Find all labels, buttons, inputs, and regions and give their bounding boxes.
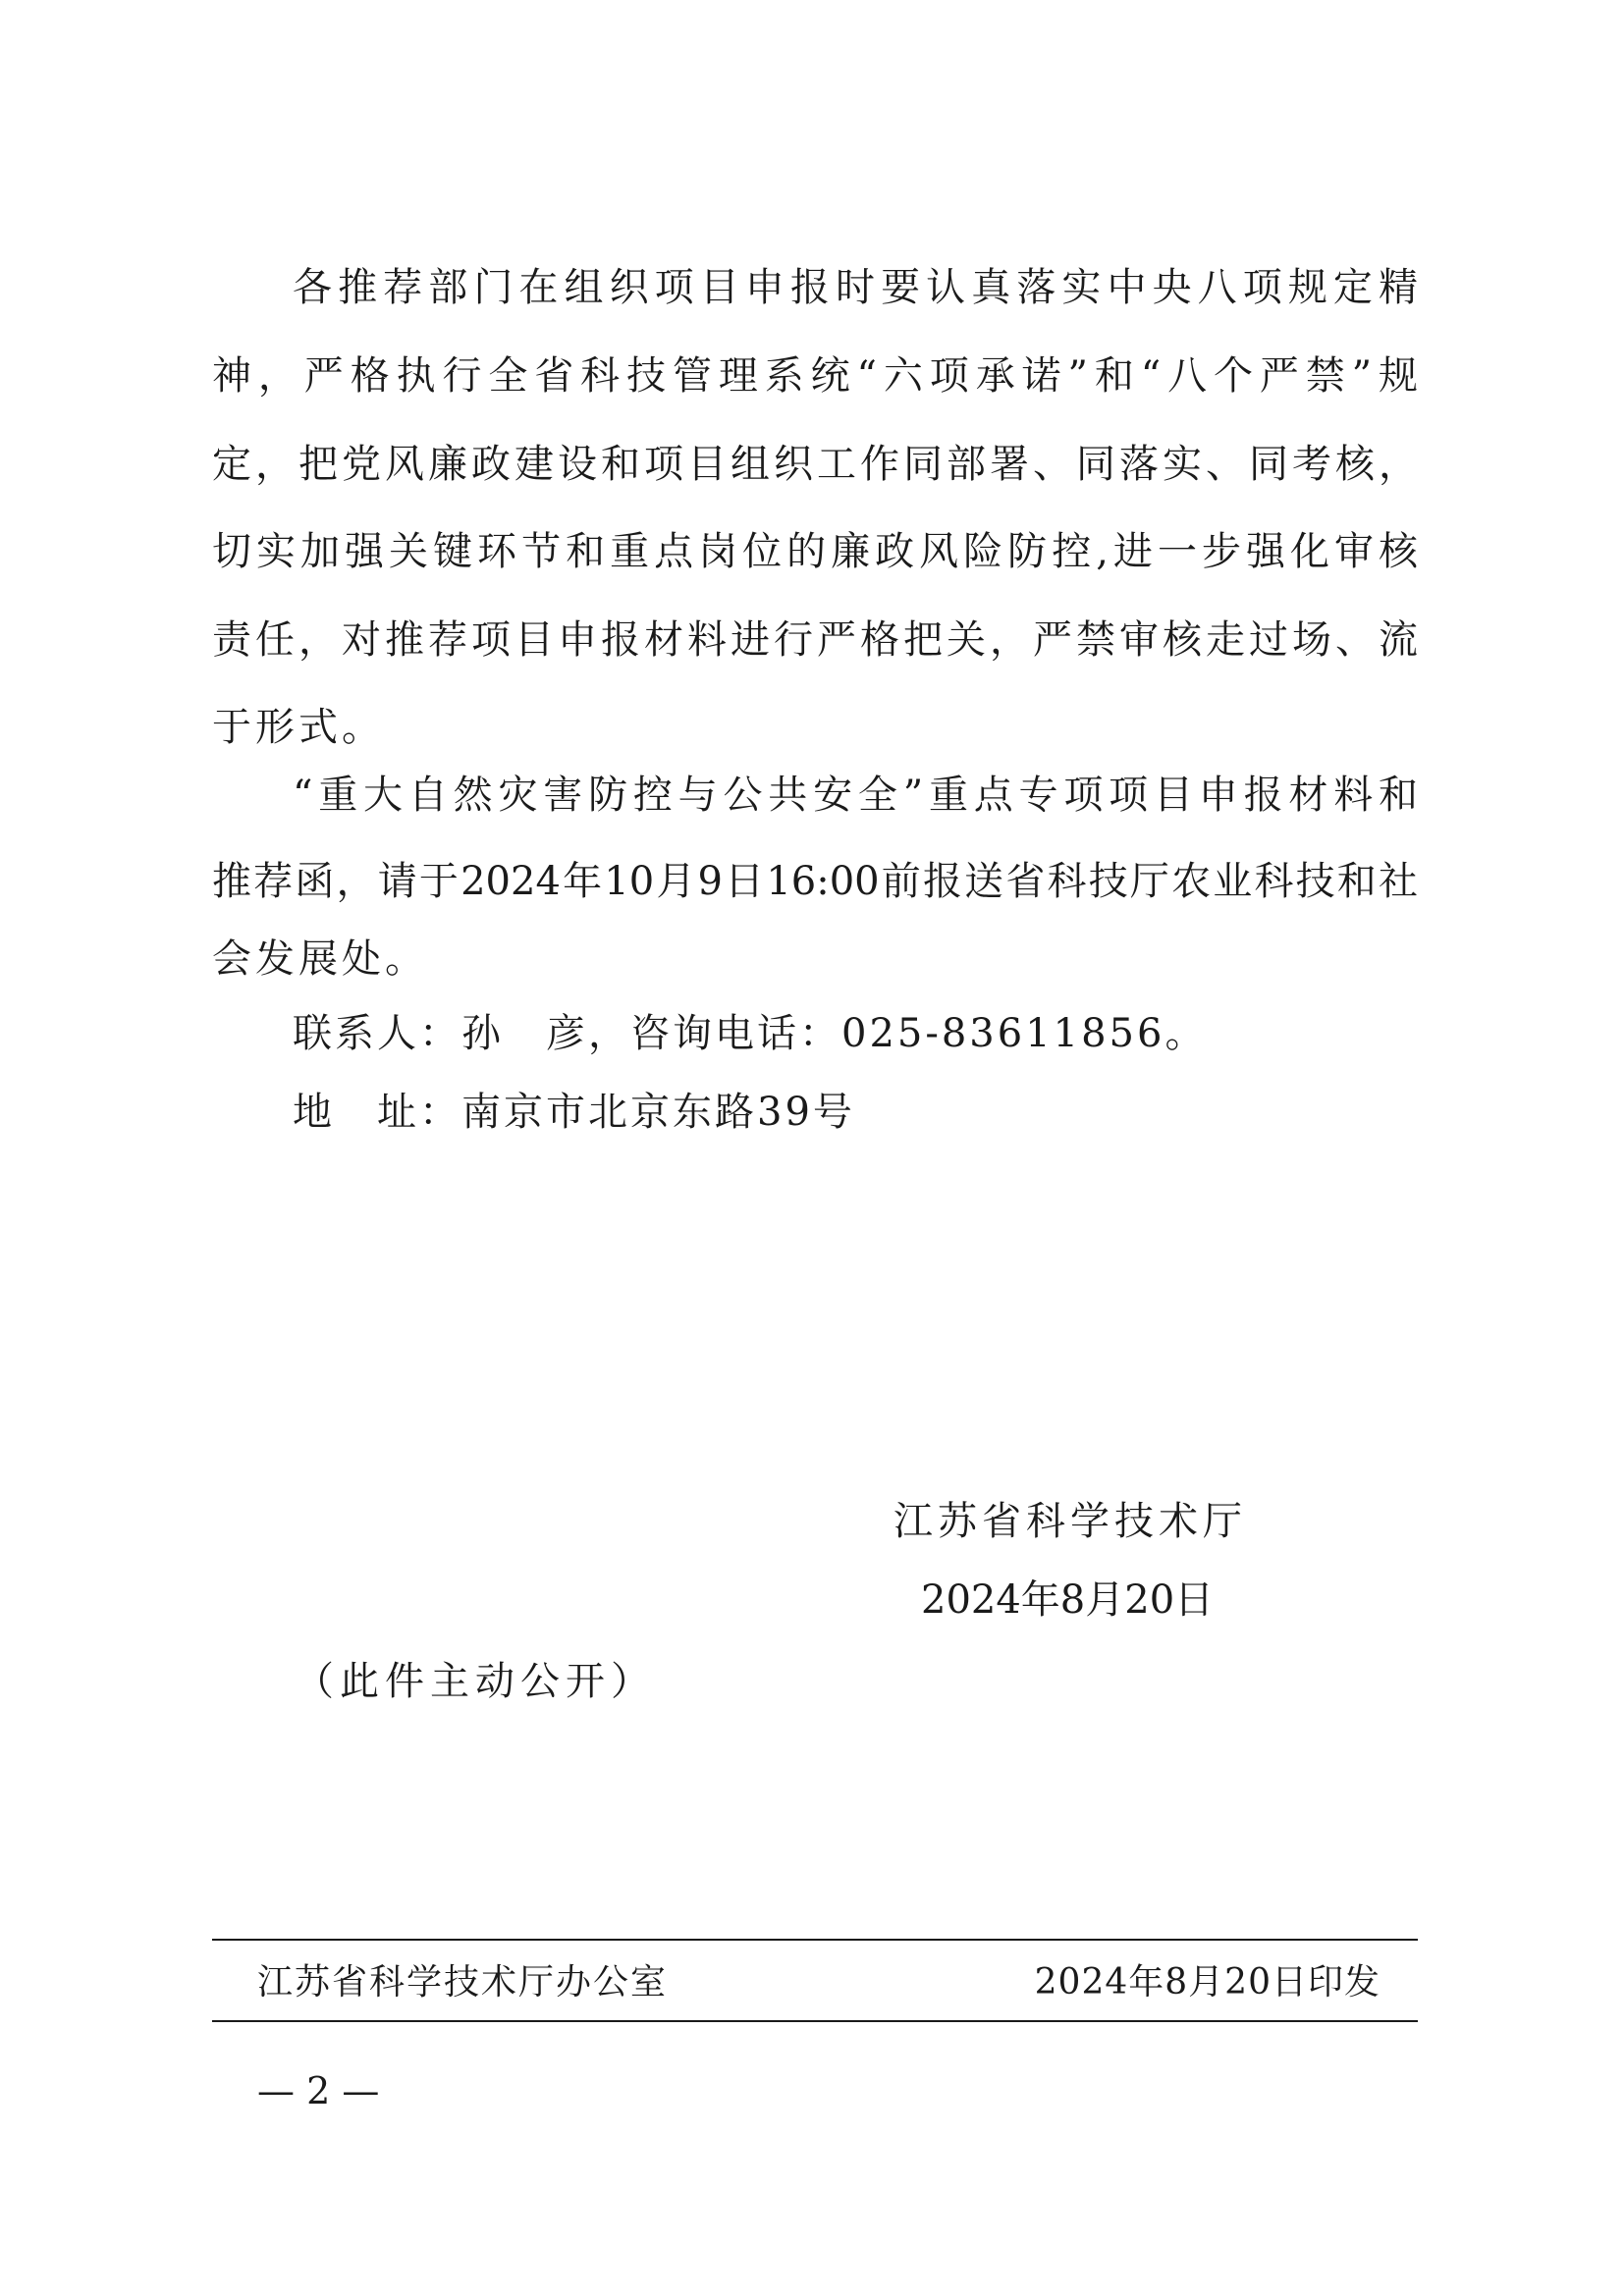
address-line: 地 址：南京市北京东路39号: [293, 1090, 855, 1135]
paragraph-2-line-1: “重大自然灾害防控与公共安全”重点专项项目申报材料和: [293, 773, 1418, 818]
paragraph-2-line-2: 推荐函，请于2024年10月9日16:00前报送省科技厅农业科技和社: [212, 859, 1418, 904]
footer-issue-date: 2024年8月20日印发: [1034, 1962, 1380, 2002]
footer-issuer: 江苏省科学技术厅办公室: [257, 1962, 669, 2002]
paragraph-2-line-3: 会发展处。: [212, 936, 428, 982]
page-number: — 2 —: [257, 2069, 380, 2112]
footer-top-rule: [212, 1939, 1418, 1941]
paragraph-1-line-4: 切实加强关键环节和重点岗位的廉政风险防控,进一步强化审核: [212, 529, 1418, 574]
paragraph-1-line-5: 责任，对推荐项目申报材料进行严格把关，严禁审核走过场、流: [212, 617, 1418, 663]
signature-organization: 江苏省科学技术厅: [893, 1499, 1247, 1544]
disclosure-note: （此件主动公开）: [295, 1659, 656, 1704]
paragraph-1-line-2: 神，严格执行全省科技管理系统“六项承诺”和“八个严禁”规: [212, 353, 1418, 399]
contact-line: 联系人：孙 彦，咨询电话：025-83611856。: [293, 1011, 1208, 1056]
footer-bottom-rule: [212, 2020, 1418, 2022]
paragraph-1-line-3: 定，把党风廉政建设和项目组织工作同部署、同落实、同考核，: [212, 442, 1418, 487]
signature-date: 2024年8月20日: [921, 1577, 1215, 1623]
paragraph-1-line-1: 各推荐部门在组织项目申报时要认真落实中央八项规定精: [293, 265, 1418, 310]
paragraph-1-line-6: 于形式。: [212, 705, 385, 750]
